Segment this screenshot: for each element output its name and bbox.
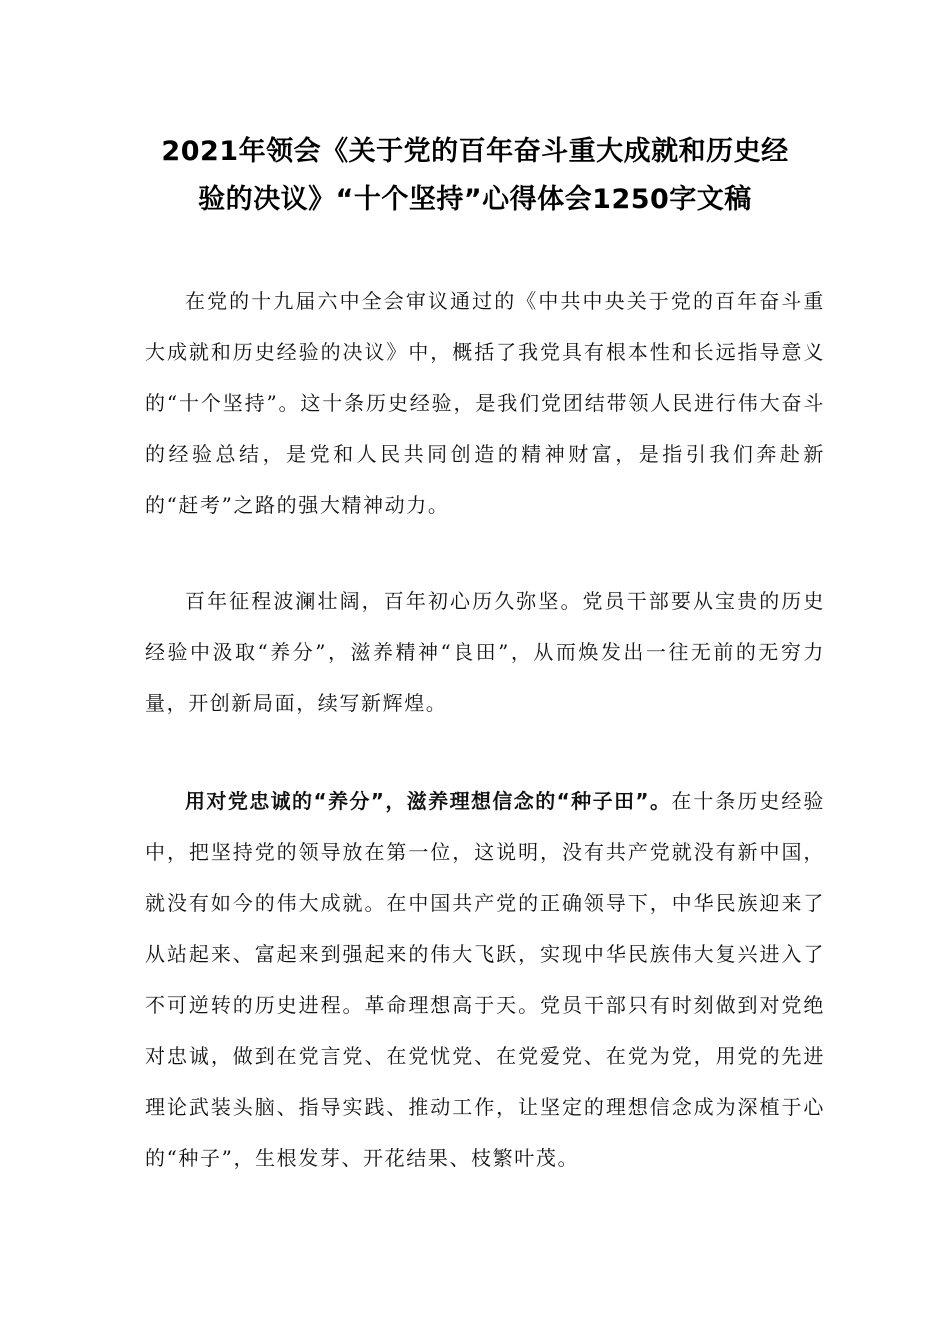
title-line-1: 2021年领会《关于党的百年奋斗重大成就和历史经 xyxy=(161,136,789,167)
paragraph-1: 在党的十九届六中全会审议通过的《中共中央关于党的百年奋斗重大成就和历史经验的决议》中，概括了我党具有根本性和长远指导意义的“十个坚持”。这十条历史经验，是我们党团结带领人民进行伟大奋斗的经验总结，是党和人民共同创造的精神财富，是指引我们奔赴新的“赶考”之路的强大精神动力。 xyxy=(145,289,825,517)
paragraph-3-body: 在十条历史经验中，把坚持党的领导放在第一位，这说明，没有共产党就没有新中国，就没有如今的伟大成就。在中国共产党的正确领导下，中华民族迎来了从站起来、富起来到强起来的伟大飞跃，实现中华民族伟大复兴进入了不可逆转的历史进程。革命理想高于天。党员干部只有时刻做到对党绝对忠诚，做到在党言党、在党忧党、在党爱党、在党为党，用党的先进理论武装头脑、指导实践、推动工作，让坚定的理想信念成为深植于心的“种子”，生根发芽、开花结果、枝繁叶茂。 xyxy=(145,789,826,1170)
paragraph-2: 百年征程波澜壮阔，百年初心历久弥坚。党员干部要从宝贵的历史经验中汲取“养分”，滋养精神“良田”，从而焕发出一往无前的无穷力量，开创新局面，续写新辉煌。 xyxy=(145,589,825,715)
document-title xyxy=(120,128,830,224)
paragraph-3-lead: 用对党忠诚的“养分”，滋养理想信念的“种子田”。 xyxy=(185,789,672,813)
title-line-2: 验的决议》“十个坚持”心得体会1250字文稿 xyxy=(198,184,752,215)
paragraph-3 xyxy=(145,776,825,1184)
